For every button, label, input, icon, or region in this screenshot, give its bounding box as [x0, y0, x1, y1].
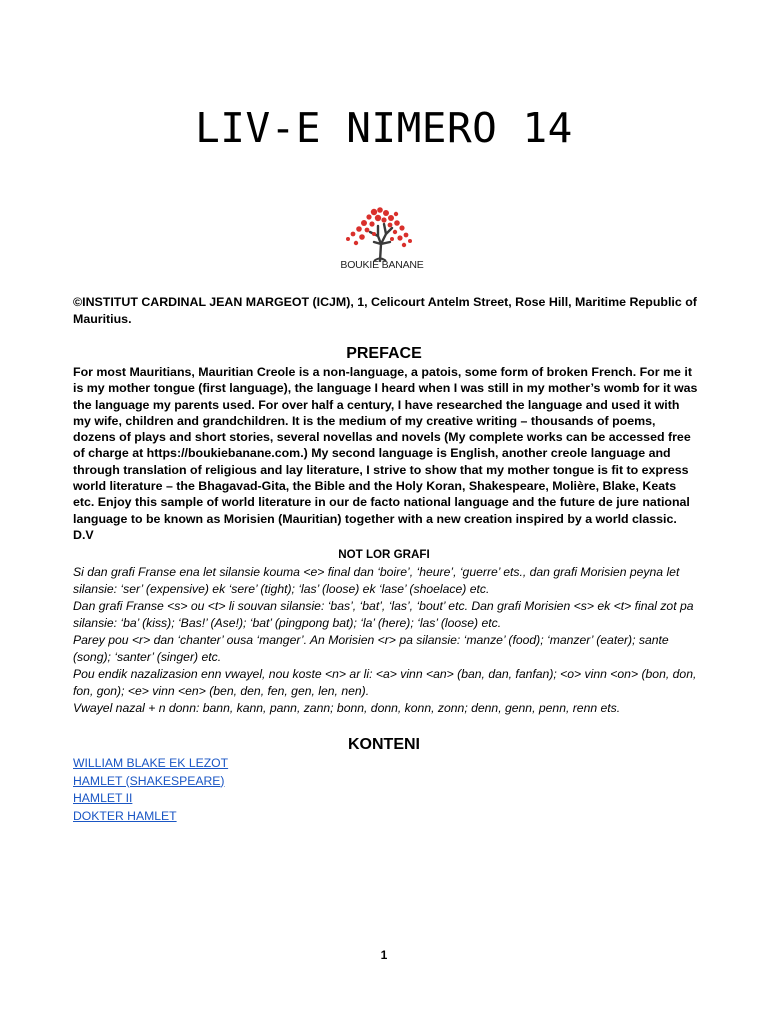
not-lor-grafi-heading: NOT LOR GRAFI	[338, 548, 430, 561]
document-title: LIV-E NIMERO 14	[195, 104, 573, 152]
grafi-paragraph: Parey pou <r> dan ‘chanter’ ousa ‘manger’. An Morisien <r> pa silansie: ‘manze’ (food); ‘manzer’ (eater); sante (song); ‘santer’ (singer) etc.	[73, 633, 669, 664]
preface-section	[73, 364, 698, 543]
tree-with-red-blossoms-icon	[334, 206, 430, 262]
page-number: 1	[380, 948, 388, 962]
toc-link-dokter-hamlet[interactable]: DOKTER HAMLET	[73, 808, 177, 823]
toc-link-william-blake-ek-lezot[interactable]: WILLIAM BLAKE EK LEZOT	[73, 756, 229, 770]
logo-text: BOUKIE BANANE	[340, 259, 424, 271]
toc-link-hamlet-shakespeare[interactable]: HAMLET (SHAKESPEARE)	[73, 773, 225, 788]
toc-item	[73, 790, 228, 808]
not-lor-grafi-section	[73, 564, 703, 717]
copyright-notice: ©INSTITUT CARDINAL JEAN MARGEOT (ICJM), 1, Celicourt Antelm Street, Rose Hill, Maritime Republic of Mauritius.	[73, 295, 697, 326]
boukie-banane-logo	[334, 206, 430, 276]
konteni-heading: KONTENI	[348, 736, 420, 753]
grafi-paragraph: Pou endik nazalizasion enn vwayel, nou koste <n> ar li: <a> vinn <an> (ban, dan, fanfan); <o> vinn <on> (bon, don, fon, gon); <e> vinn <en> (ben, den, fen, gen, len, nen).	[73, 667, 697, 698]
toc-item	[73, 808, 228, 826]
grafi-paragraph: Vwayel nazal + n donn: bann, kann, pann, zann; bonn, donn, konn, zonn; denn, genn, penn, renn ets.	[73, 701, 621, 715]
toc-item	[73, 755, 228, 773]
table-of-contents	[73, 755, 228, 825]
preface-signature: D.V	[73, 527, 94, 542]
grafi-paragraph: Dan grafi Franse <s> ou <t> li souvan silansie: ‘bas’, ‘bat’, ‘las’, ‘bout’ etc. Dan grafi Morisien <s> ek <t> final zot pa silansie: ‘ba’ (kiss); ‘Bas!’ (Ase!); ‘bat’ (pingpong bat); ‘la’ (here); ‘las’ (loose) etc.	[73, 599, 694, 630]
preface-body: For most Mauritians, Mauritian Creole is a non-language, a patois, some form of broken French. For me it is my mother tongue (first language), the language I heard when I was still in my mother’s womb for it was the language my parents used. For over half a century, I have researched the language and used it with my wife, children and grandchildren. It is the medium of my creative writing – thousands of poems, dozens of plays and short stories, several novellas and novels (My complete works can be accessed free of charge at https://boukiebanane.com.) My second language is English, another creole language and through translation of religious and lay literature, I strive to show that my mother tongue is fit to express world literature – the Bhagavad-Gita, the Bible and the Holy Koran, Shakespeare, Molière, Blake, Keats etc. Enjoy this sample of world literature in our de facto national language and the future de jure national language to be known as Morisien (Mauritian) together with a new creation inspired by a world classic.	[73, 365, 698, 526]
grafi-paragraph: Si dan grafi Franse ena let silansie kouma <e> final dan ‘boire’, ‘heure’, ‘guerre’ ets., dan grafi Morisien peyna let silansie: ‘ser’ (expensive) ek ‘sere’ (tight); ‘las’ (loose) ek ‘lase’ (shoelace) etc.	[73, 565, 680, 596]
preface-heading: PREFACE	[346, 345, 422, 362]
toc-link-hamlet-ii[interactable]: HAMLET II	[73, 791, 133, 805]
toc-item	[73, 773, 228, 791]
